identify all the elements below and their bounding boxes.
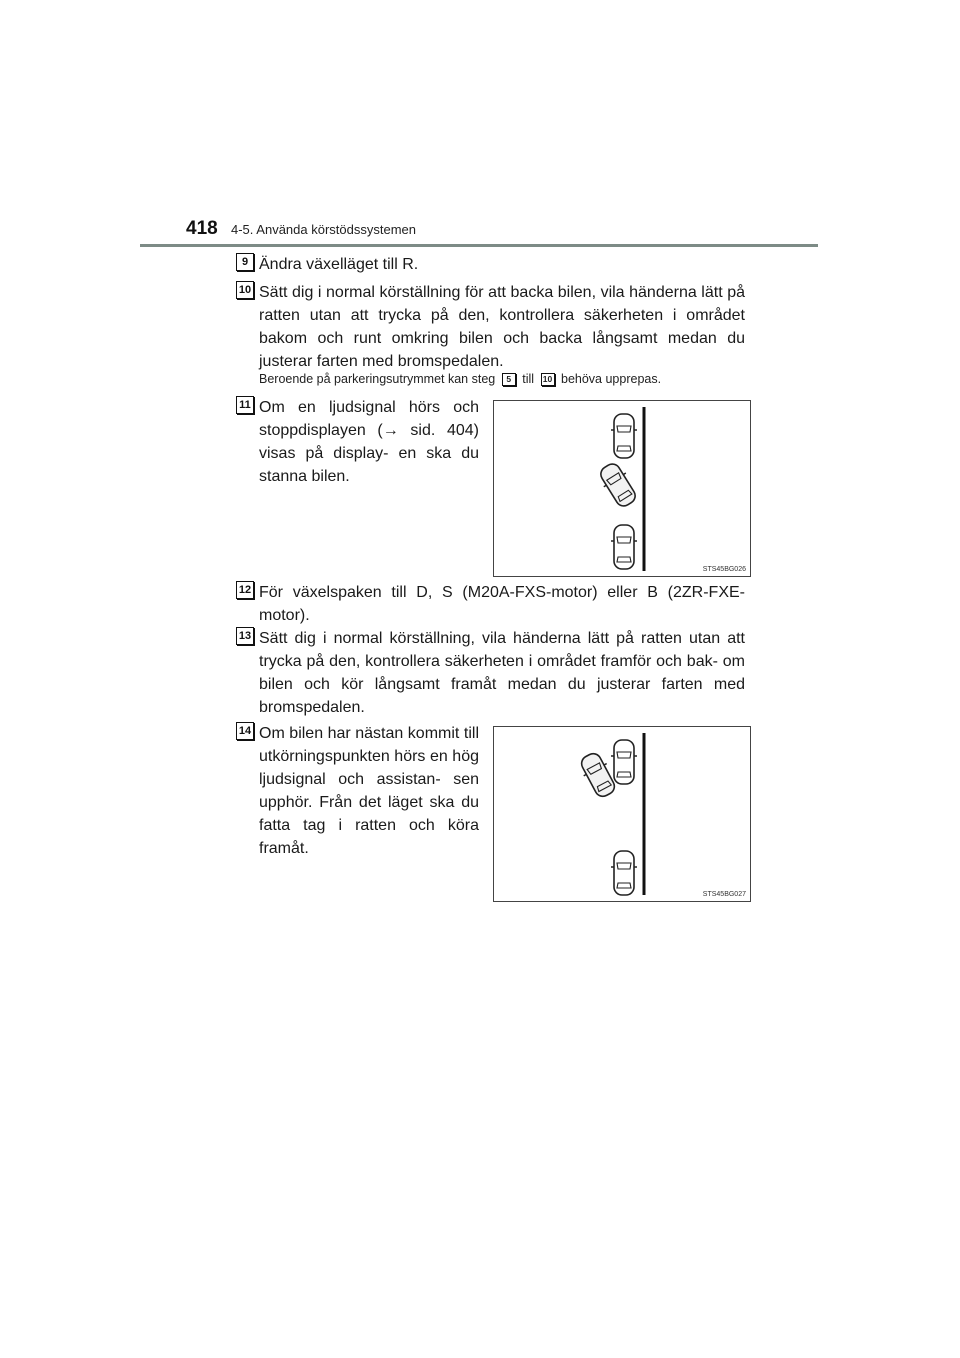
page-number: 418 <box>186 218 218 239</box>
parking-diagram-2 <box>494 727 750 901</box>
step-text-9: Ändra växelläget till R. <box>259 256 419 273</box>
parking-diagram-1 <box>494 401 750 576</box>
header-rule <box>140 244 818 247</box>
figure-parking-exit <box>493 726 751 902</box>
step-text-12: För växelspaken till D, S (M20A-FXS-motor) eller B (2ZR-FXE-motor). <box>259 584 745 624</box>
parked-car-rear-icon <box>611 525 637 569</box>
note-middle: till <box>522 372 535 386</box>
parked-car-front-icon <box>611 414 637 458</box>
parked-car-front-icon <box>611 740 637 784</box>
step-11-text-before: Om en ljudsignal hörs och stoppdisplayen ( <box>259 399 479 439</box>
figure-parking-stop <box>493 400 751 577</box>
step-text-10: Sätt dig i normal körställning för att backa bilen, vila händerna lätt på ratten utan att trycka på den, kontrollera säkerheten i området bakom och runt omkring bilen och backa långsamt medan du justerar farten med bromspedalen. <box>259 284 745 370</box>
note-after: behöva upprepas. <box>561 372 662 386</box>
parked-car-rear-icon <box>611 851 637 895</box>
arrow-icon: → <box>382 422 399 439</box>
step-badge-13: 13 <box>236 627 254 645</box>
step-text-14: Om bilen har nästan kommit till utkörningspunkten hörs en hög ljudsignal och assistan- sen upphör. Från det läget ska du fatta tag i ratten och köra framåt. <box>259 725 479 857</box>
step-badge-9: 9 <box>236 253 254 271</box>
maneuvering-car-icon <box>595 459 640 510</box>
step-badge-11: 11 <box>236 396 254 414</box>
section-title: 4-5. Använda körstödssystemen <box>231 222 416 237</box>
step-11-text-after: sid. 404) visas på display- en ska du stanna bilen. <box>259 422 480 485</box>
repeat-note <box>259 372 661 386</box>
step-badge-10: 10 <box>236 281 254 299</box>
step-badge-14: 14 <box>236 722 254 740</box>
step-badge-12: 12 <box>236 581 254 599</box>
figure-code: STS45BG027 <box>702 891 746 898</box>
note-before: Beroende på parkeringsutrymmet kan steg <box>259 372 496 386</box>
note-badge-from: 5 <box>502 373 516 386</box>
step-text-11 <box>259 396 479 488</box>
figure-code: STS45BG026 <box>702 566 746 573</box>
note-badge-to: 10 <box>541 373 555 386</box>
step-text-13: Sätt dig i normal körställning, vila händerna lätt på ratten utan att trycka på den, kontrollera säkerheten i området framför och bak- om bilen och kör långsamt framåt medan du justerar farten med bromspedalen. <box>259 630 745 716</box>
